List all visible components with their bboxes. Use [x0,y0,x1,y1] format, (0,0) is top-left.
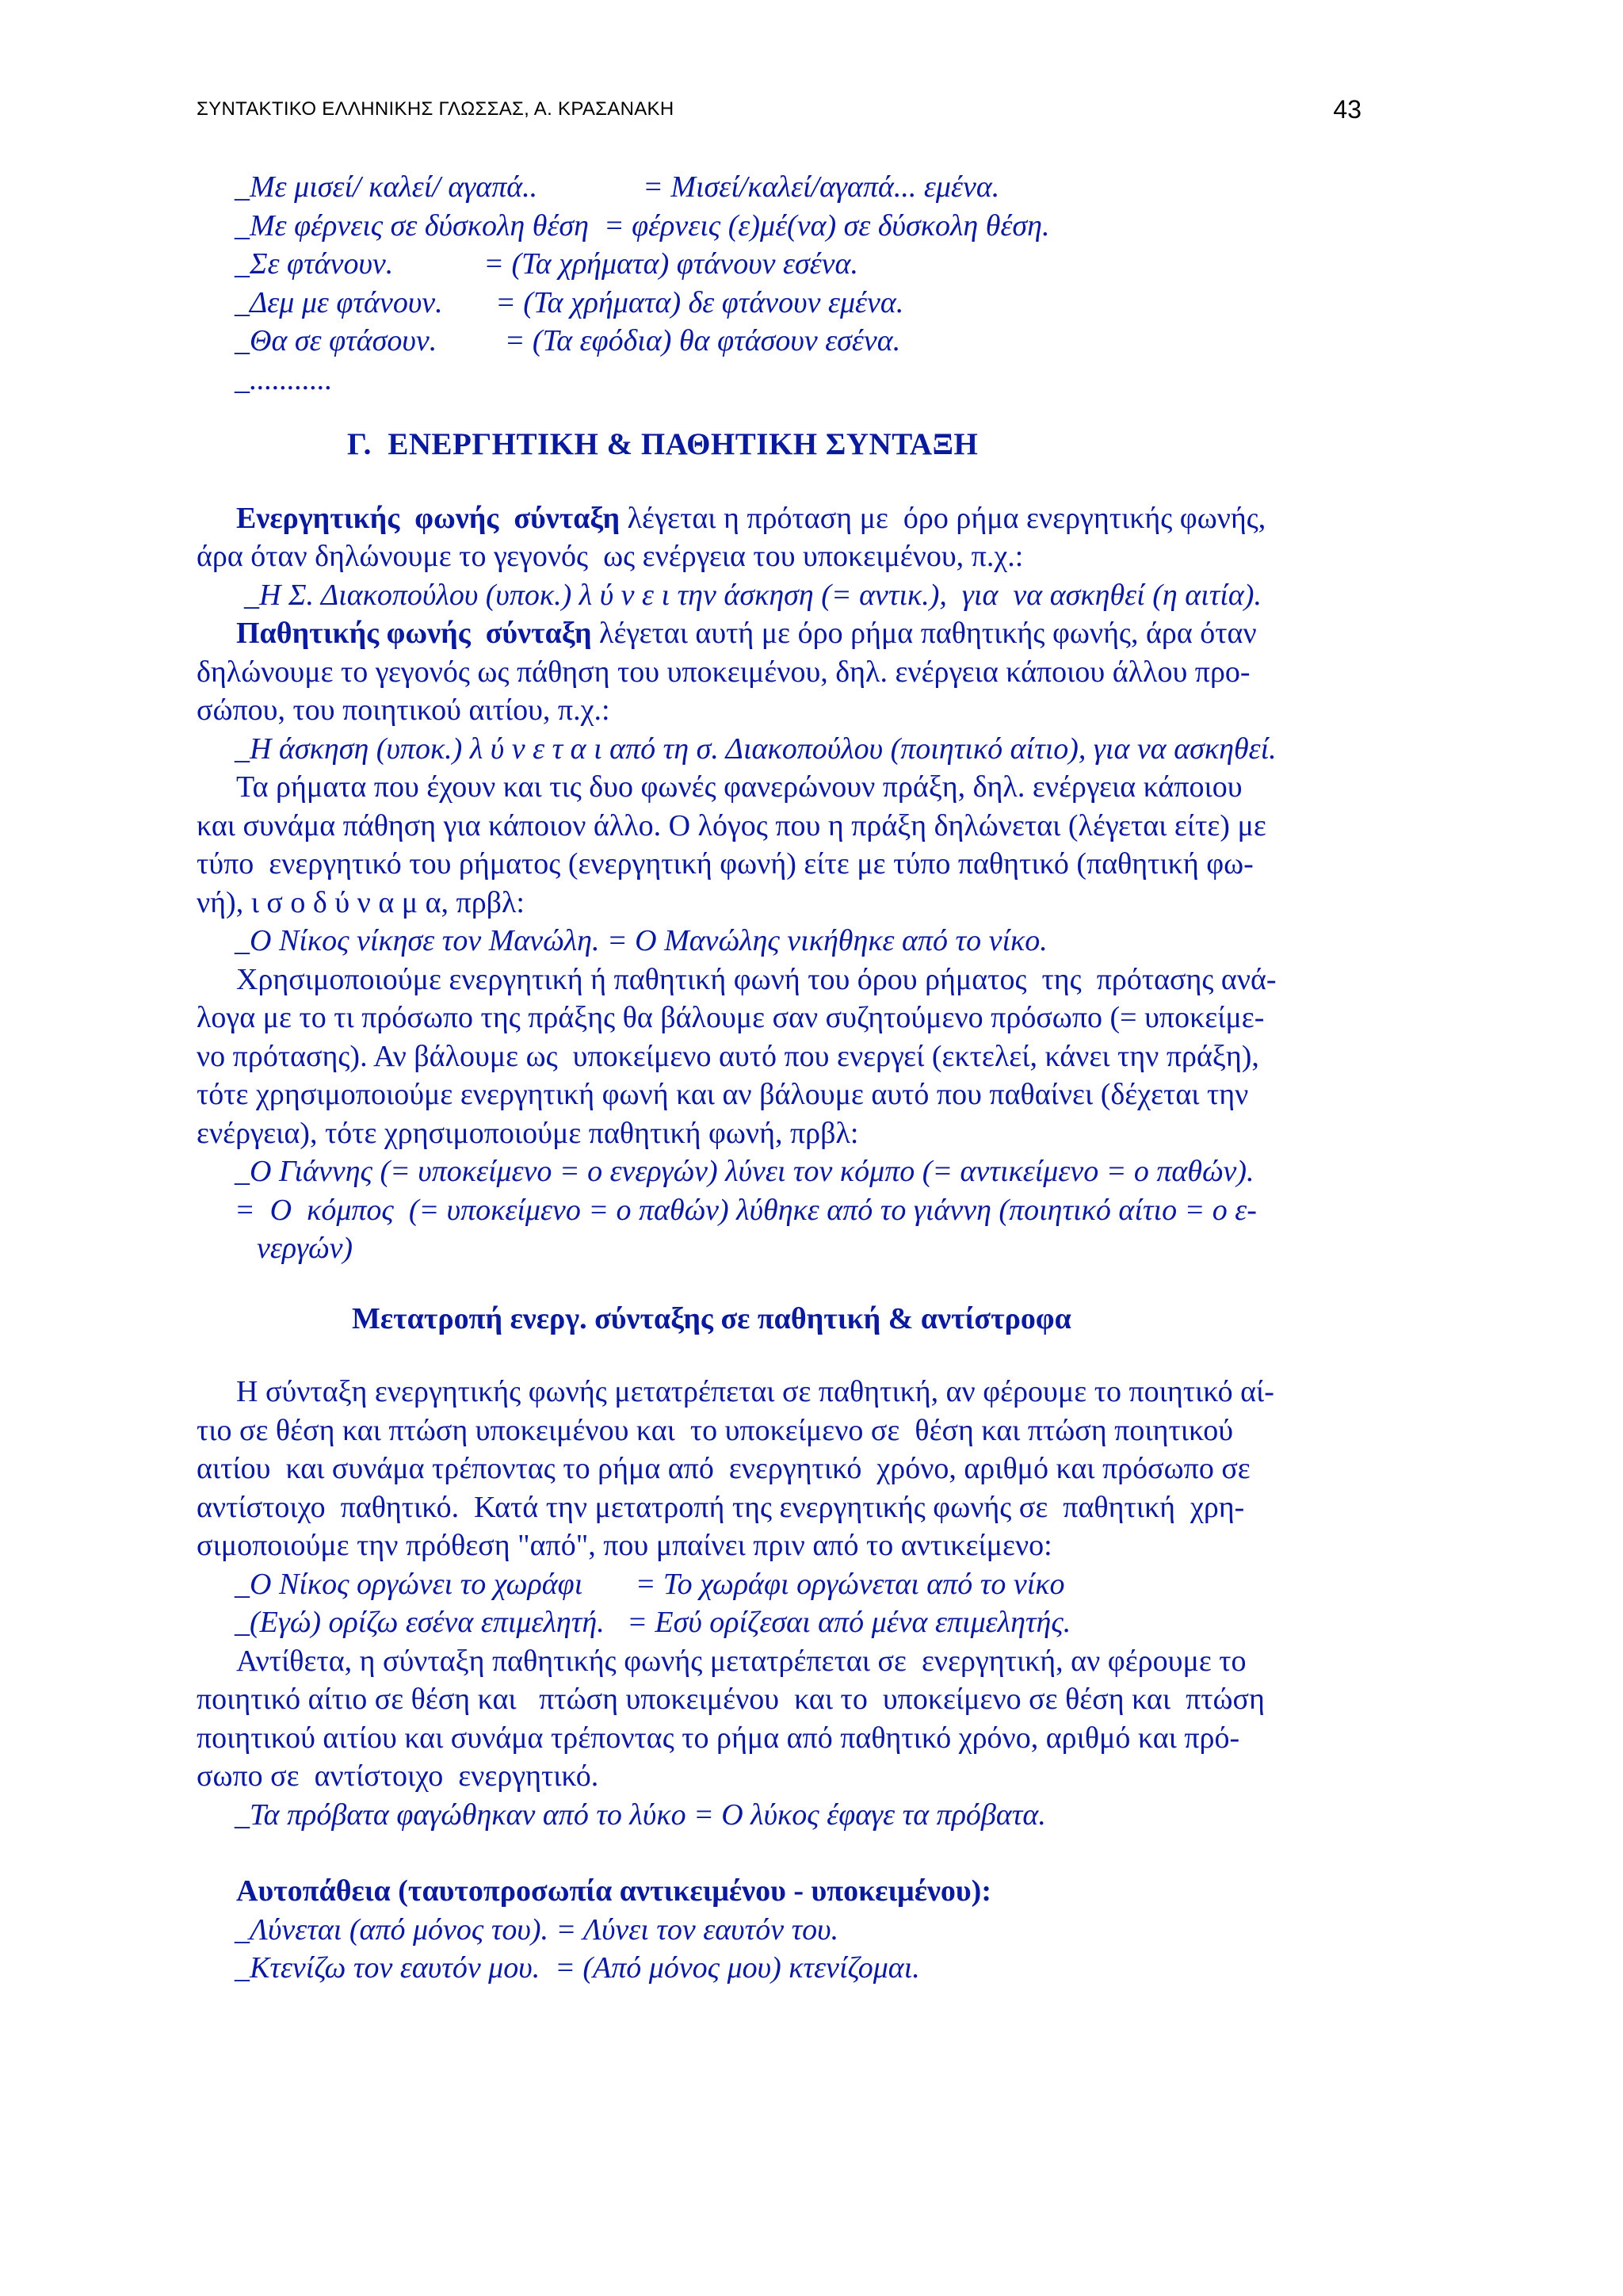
page-header [197,94,1361,125]
paragraph-line: ενέργεια), τότε χρησιμοποιούμε παθητική φωνή, πρβλ: [197,1116,859,1150]
example-line: _Ο Γιάννης (= υποκείμενο = ο ενεργών) λύνει τον κόμπο (= αντικείμενο = ο παθών). [235,1155,1254,1188]
paragraph-line: νή), ι σ ο δ ύ ν α μ α, πρβλ: [197,885,525,919]
paragraph-line: τιο σε θέση και πτώση υποκειμένου και το υποκείμενο σε θέση και πτώση ποιητικού [197,1413,1234,1447]
paragraph-line: σιμοποιούμε την πρόθεση "από", που μπαίνει πριν από το αντικείμενο: [197,1529,1052,1562]
passive-definition-line: Παθητικής φωνής σύνταξη λέγεται αυτή με όρο ρήμα παθητικής φωνής, άρα όταν [236,617,1257,650]
page-body [197,168,1373,1988]
conversion-heading: Μετατροπή ενεργ. σύνταξης σε παθητική & αντίστροφα [352,1301,1071,1335]
example-line: _Η Σ. Διακοπούλου (υποκ.) λ ύ ν ε ι την άσκηση (= αντικ.), για να ασκηθεί (η αιτία). [244,578,1262,612]
example-line: _Ο Νίκος οργώνει το χωράφι = Το χωράφι οργώνεται από το νίκο [235,1567,1065,1601]
example-line: _Με φέρνεις σε δύσκολη θέση = φέρνεις (ε)μέ(να) σε δύσκολη θέση. [235,208,1050,243]
example-line: _Με μισεί/ καλεί/ αγαπά.. = Μισεί/καλεί/αγαπά... εμένα. [235,170,1000,204]
paragraph-line: τύπο ενεργητικό του ρήματος (ενεργητική φωνή) είτε με τύπο παθητικό (παθητική φω- [197,847,1254,881]
example-line: νεργών) [257,1232,353,1265]
example-line: _Η άσκηση (υποκ.) λ ύ ν ε τ α ι από τη σ. Διακοπούλου (ποιητικό αίτιο), για να ασκηθεί. [235,732,1277,766]
paragraph-line: λογα με το τι πρόσωπο της πράξης θα βάλουμε σαν συζητούμενο πρόσωπο (= υποκείμε- [197,1001,1265,1034]
paragraph-line: ποιητικού αιτίου και συνάμα τρέποντας το ρήμα από παθητικό χρόνο, αριθμό και πρό- [197,1721,1240,1755]
paragraph-line: δηλώνουμε το γεγονός ως πάθηση του υποκειμένου, δηλ. ενέργεια κάποιου άλλου προ- [197,655,1251,689]
active-term: Ενεργητικής φωνής σύνταξη [236,501,621,535]
example-line: _Λύνεται (από μόνος του). = Λύνει τον εαυτόν του. [235,1912,839,1946]
example-line: _........... [235,362,333,396]
paragraph-line: σωπο σε αντίστοιχο ενεργητικό. [197,1759,599,1793]
page-number: 43 [1333,95,1361,124]
example-line: _Κτενίζω τον εαυτόν μου. = (Από μόνος μου) κτενίζομαι. [235,1951,920,1985]
paragraph-line: ποιητικό αίτιο σε θέση και πτώση υποκειμένου και το υποκείμενο σε θέση και πτώση [197,1683,1265,1716]
paragraph-line: άρα όταν δηλώνουμε το γεγονός ως ενέργεια του υποκειμένου, π.χ.: [197,540,1024,573]
section-heading: Γ. ΕΝΕΡΓΗΤΙΚΗ & ΠΑΘΗΤΙΚΗ ΣΥΝΤΑΞΗ [347,427,979,461]
paragraph-line: Αντίθετα, η σύνταξη παθητικής φωνής μετατρέπεται σε ενεργητική, αν φέρουμε το [236,1644,1247,1678]
example-line: _(Εγώ) ορίζω εσένα επιμελητή. = Εσύ ορίζεσαι από μένα επιμελητής. [235,1606,1071,1639]
running-title: ΣΥΝΤΑΚΤΙΚΟ ΕΛΛΗΝΙΚΗΣ ΓΛΩΣΣΑΣ, Α. ΚΡΑΣΑΝΑΚΗ [197,98,674,120]
active-definition-line: Ενεργητικής φωνής σύνταξη λέγεται η πρόταση με όρο ρήμα ενεργητικής φωνής, [236,501,1266,535]
paragraph-line: νο πρότασης). Αν βάλουμε ως υποκείμενο αυτό που ενεργεί (εκτελεί, κάνει την πράξη), [197,1039,1259,1073]
paragraph-line: αιτίου και συνάμα τρέποντας το ρήμα από ενεργητικό χρόνο, αριθμό και πρόσωπο σε [197,1452,1251,1485]
paragraph-line: και συνάμα πάθηση για κάποιον άλλο. Ο λόγος που η πράξη δηλώνεται (λέγεται είτε) με [197,808,1266,842]
paragraph-line: Η σύνταξη ενεργητικής φωνής μετατρέπεται σε παθητική, αν φέρουμε το ποιητικό αί- [236,1375,1274,1408]
example-line: _Δεμ με φτάνουν. = (Τα χρήματα) δε φτάνουν εμένα. [235,285,904,319]
passive-term: Παθητικής φωνής σύνταξη [236,617,592,650]
example-line: _Ο Νίκος νίκησε τον Μανώλη. = Ο Μανώλης νικήθηκε από το νίκο. [235,924,1048,957]
paragraph-line: τότε χρησιμοποιούμε ενεργητική φωνή και αν βάλουμε αυτό που παθαίνει (δέχεται την [197,1078,1249,1111]
paragraph-line: Χρησιμοποιούμε ενεργητική ή παθητική φωνή του όρου ρήματος της πρότασης ανά- [236,962,1277,996]
example-line: _Θα σε φτάσουν. = (Τα εφόδια) θα φτάσουν εσένα. [235,324,901,357]
reflexive-heading: Αυτοπάθεια (ταυτοπροσωπία αντικειμένου - υποκειμένου): [236,1874,991,1908]
paragraph-line: Τα ρήματα που έχουν και τις δυο φωνές φανερώνουν πράξη, δηλ. ενέργεια κάποιου [236,770,1243,804]
paragraph-line: αντίστοιχο παθητικό. Κατά την μετατροπή της ενεργητικής φωνής σε παθητική χρη- [197,1490,1245,1524]
example-line: = Ο κόμπος (= υποκείμενο = ο παθών) λύθηκε από το γιάννη (ποιητικό αίτιο = ο ε- [235,1193,1257,1227]
paragraph-line: σώπου, του ποιητικού αιτίου, π.χ.: [197,693,610,727]
example-line: _Τα πρόβατα φαγώθηκαν από το λύκο = Ο λύκος έφαγε τα πρόβατα. [235,1797,1046,1832]
example-line: _Σε φτάνουν. = (Τα χρήματα) φτάνουν εσένα. [235,247,858,281]
